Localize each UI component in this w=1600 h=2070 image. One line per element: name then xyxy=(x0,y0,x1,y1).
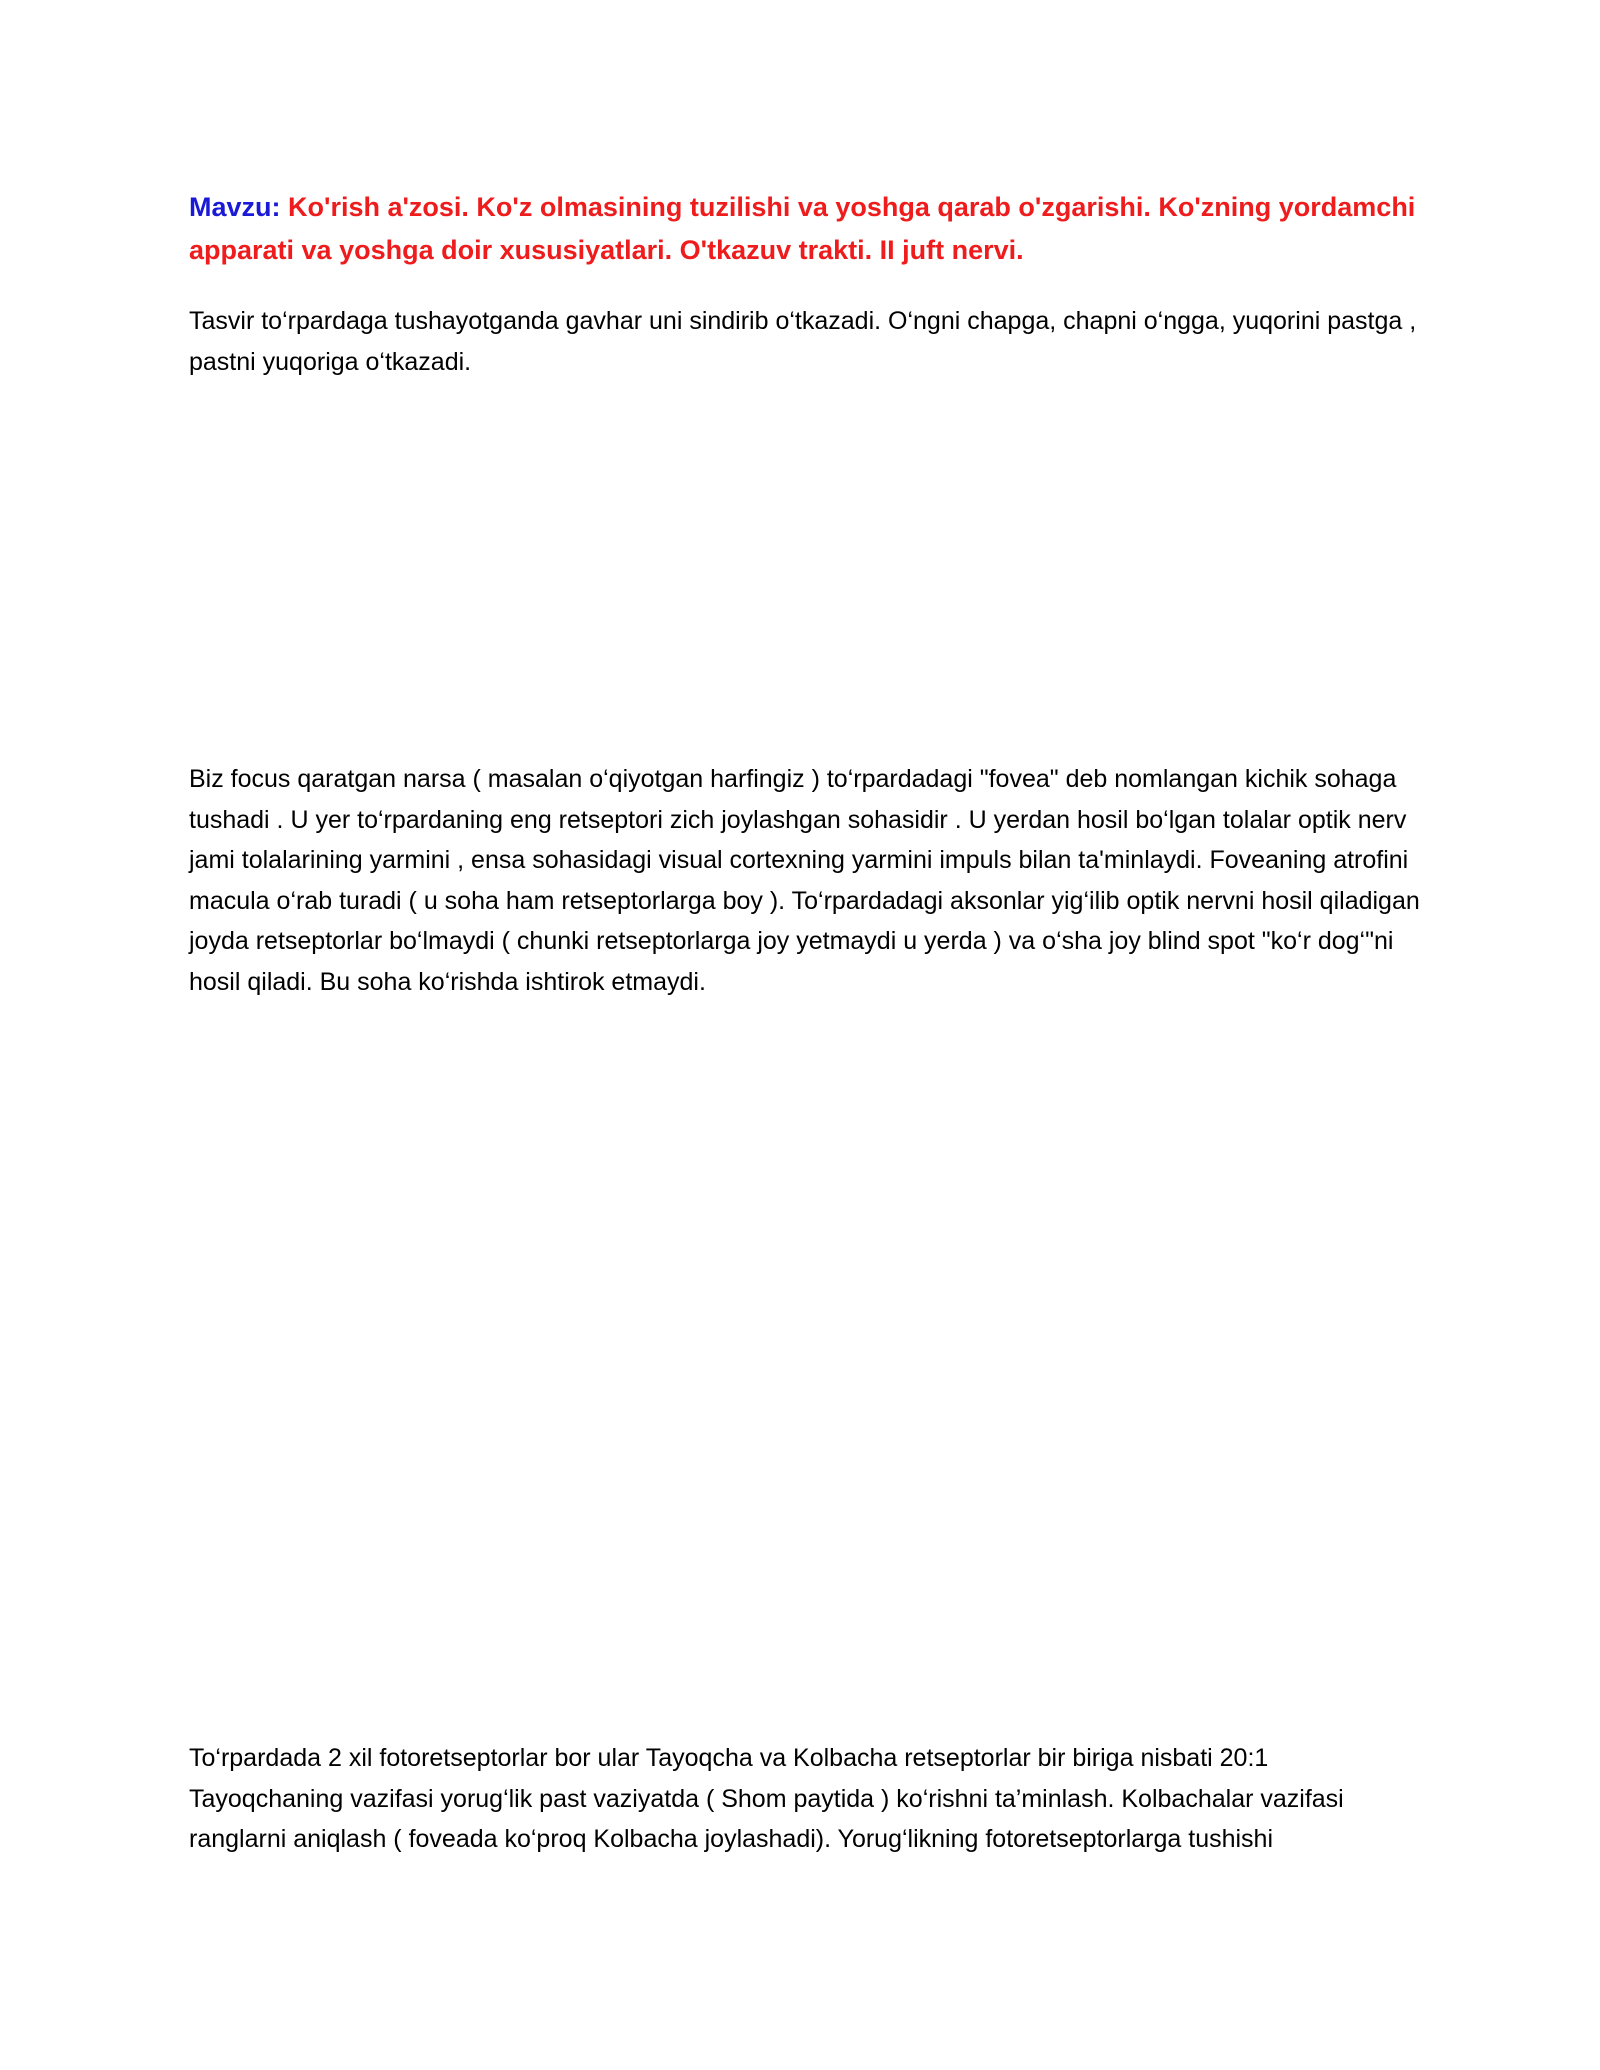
paragraph-fovea: Biz focus qaratgan narsa ( masalan o‘qiyotgan harfingiz ) to‘rpardadagi "fovea" deb nomlangan kichik sohaga tushadi . U yer to‘rpardaning eng retseptori zich joylashgan sohasidir . U yerdan hosil bo‘lgan tolalar optik nerv jami tolalarining yarmini , ensa sohasidagi visual cortexning yarmini impuls bilan ta'minlaydi. Foveaning atrofini macula o‘rab turadi ( u soha ham retseptorlarga boy ). To‘rpardadagi aksonlar yig‘ilib optik nervni hosil qiladigan joyda retseptorlar bo‘lmaydi ( chunki retseptorlarga joy yetmaydi u yerda ) va o‘sha joy blind spot "ko‘r dog‘"ni hosil qiladi. Bu soha ko‘rishda ishtirok etmaydi. xyxy=(189,765,1420,996)
document-title xyxy=(189,186,1429,272)
paragraph-photoreceptors: To‘rpardada 2 xil fotoretseptorlar bor ular Tayoqcha va Kolbacha retseptorlar bir biriga nisbati 20:1 Tayoqchaning vazifasi yorug‘lik past vaziyatda ( Shom paytida ) ko‘rishni ta’minlash. Kolbachalar vazifasi ranglarni aniqlash ( foveada ko‘proq Kolbacha joylashadi). Yorug‘likning fotoretseptorlarga tushishi xyxy=(189,1744,1344,1853)
paragraph-image-inversion: Tasvir to‘rpardaga tushayotganda gavhar uni sindirib o‘tkazadi. O‘ngni chapga, chapni o‘ngga, yuqorini pastga , pastni yuqoriga o‘tkazadi. xyxy=(189,307,1417,376)
title-label: Mavzu: xyxy=(189,192,281,222)
title-topic: Ko'rish a'zosi. Ko'z olmasining tuzilishi va yoshga qarab o'zgarishi. Ko'zning yordamchi apparati va yoshga doir xususiyatlari. O'tkazuv trakti. II juft nervi. xyxy=(189,192,1416,265)
